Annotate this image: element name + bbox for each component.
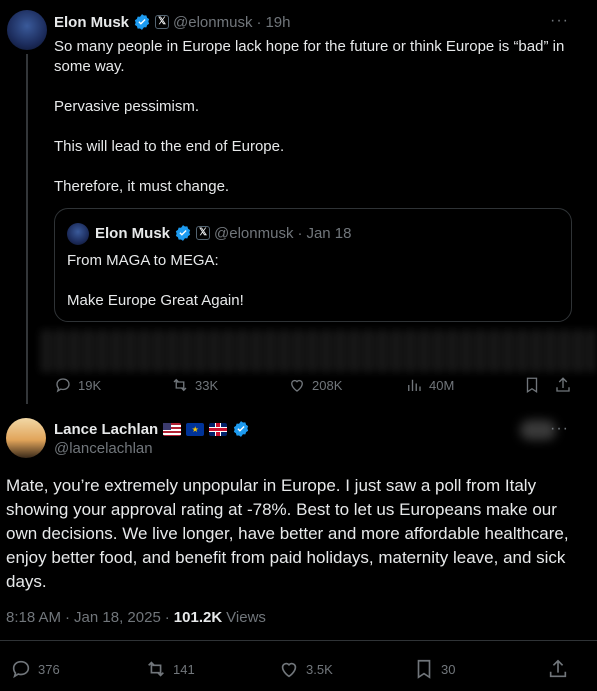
more-options-icon[interactable]: ··· <box>550 12 569 29</box>
reply-icon <box>10 658 32 680</box>
more-options-icon[interactable]: ··· <box>550 420 569 437</box>
avatar[interactable] <box>7 10 47 50</box>
share-button[interactable] <box>554 376 572 394</box>
reply-count: 19K <box>78 377 102 393</box>
like-count: 208K <box>312 377 343 393</box>
author-name[interactable]: Lance Lachlan <box>54 420 159 438</box>
x-badge-icon: 𝕏 <box>155 15 169 29</box>
quote-time: Jan 18 <box>306 224 352 242</box>
verified-icon <box>133 13 151 31</box>
tweet-time[interactable]: 8:18 AM <box>6 609 62 626</box>
tweet-paragraph: This will lead to the end of Europe. <box>54 138 285 155</box>
share-icon <box>554 376 572 394</box>
like-button[interactable] <box>288 376 342 394</box>
quote-text <box>67 251 244 311</box>
like-count: 3.5K <box>306 661 333 677</box>
blurred-content <box>40 330 595 372</box>
tweet-text <box>54 37 574 197</box>
tweet-actions <box>54 376 574 396</box>
quote-line: Make Europe Great Again! <box>67 292 244 309</box>
tweet-header <box>54 12 290 32</box>
x-badge-icon: 𝕏 <box>196 226 210 240</box>
author-handle[interactable]: @lancelachlan <box>54 440 153 457</box>
repost-count: 33K <box>195 377 219 393</box>
repost-button[interactable] <box>171 376 218 394</box>
author-handle[interactable]: @elonmusk <box>173 13 253 31</box>
views-count[interactable]: 101.2K <box>173 609 223 626</box>
share-icon <box>547 658 569 680</box>
tweet-actions <box>10 658 590 680</box>
bookmark-button[interactable] <box>523 376 541 394</box>
views-count: 40M <box>429 377 455 393</box>
quote-author-name: Elon Musk <box>95 224 171 242</box>
repost-icon <box>171 376 189 394</box>
reply-button[interactable] <box>10 658 60 680</box>
bookmark-icon <box>523 376 541 394</box>
tweet-paragraph: Pervasive pessimism. <box>54 98 200 115</box>
dot-separator: · <box>297 224 303 242</box>
verified-icon <box>232 420 250 438</box>
quoted-tweet[interactable] <box>54 208 572 322</box>
author-line <box>54 420 250 438</box>
bookmark-count: 30 <box>441 661 456 677</box>
views-button[interactable] <box>405 376 454 394</box>
tweet-time[interactable]: 19h <box>265 13 291 31</box>
divider <box>0 640 597 641</box>
repost-count: 141 <box>173 661 195 677</box>
tweet-date[interactable]: Jan 18, 2025 <box>74 609 161 626</box>
tweet-meta <box>6 609 266 626</box>
like-button[interactable] <box>278 658 333 680</box>
tweet-text: Mate, you’re extremely unpopular in Europe. I just saw a poll from Italy showing your approval rating at -78%. Best to let us Europeans make our own decisions. We live longer, have better and more affordable healthcare, enjoy better food, and benefit from paid holidays, maternity leave, and sick days. <box>6 476 569 591</box>
repost-icon <box>145 658 167 680</box>
heart-icon <box>278 658 300 680</box>
dot-separator: · <box>164 609 170 626</box>
reply-button[interactable] <box>54 376 101 394</box>
reply-icon <box>54 376 72 394</box>
quote-avatar <box>67 223 89 245</box>
us-flag-icon <box>163 423 181 436</box>
quote-line: From MAGA to MEGA: <box>67 252 219 269</box>
bookmark-button[interactable] <box>413 658 455 680</box>
bookmark-icon <box>413 658 435 680</box>
quote-author-handle: @elonmusk <box>214 224 294 242</box>
dot-separator: · <box>65 609 71 626</box>
reply-count: 376 <box>38 661 60 677</box>
views-label: Views <box>226 609 266 626</box>
uk-flag-icon <box>209 423 227 436</box>
avatar[interactable] <box>6 418 46 458</box>
tweet-paragraph: So many people in Europe lack hope for the future or think Europe is “bad” in some way. <box>54 38 565 75</box>
verified-icon <box>174 224 192 242</box>
eu-flag-icon: ★ <box>186 423 204 436</box>
thread-line <box>26 54 28 404</box>
views-icon <box>405 376 423 394</box>
tweet-paragraph: Therefore, it must change. <box>54 178 230 195</box>
repost-button[interactable] <box>145 658 195 680</box>
author-name[interactable]: Elon Musk <box>54 13 130 31</box>
share-button[interactable] <box>547 658 569 680</box>
quote-header <box>95 224 352 242</box>
dot-separator: · <box>256 13 262 31</box>
heart-icon <box>288 376 306 394</box>
